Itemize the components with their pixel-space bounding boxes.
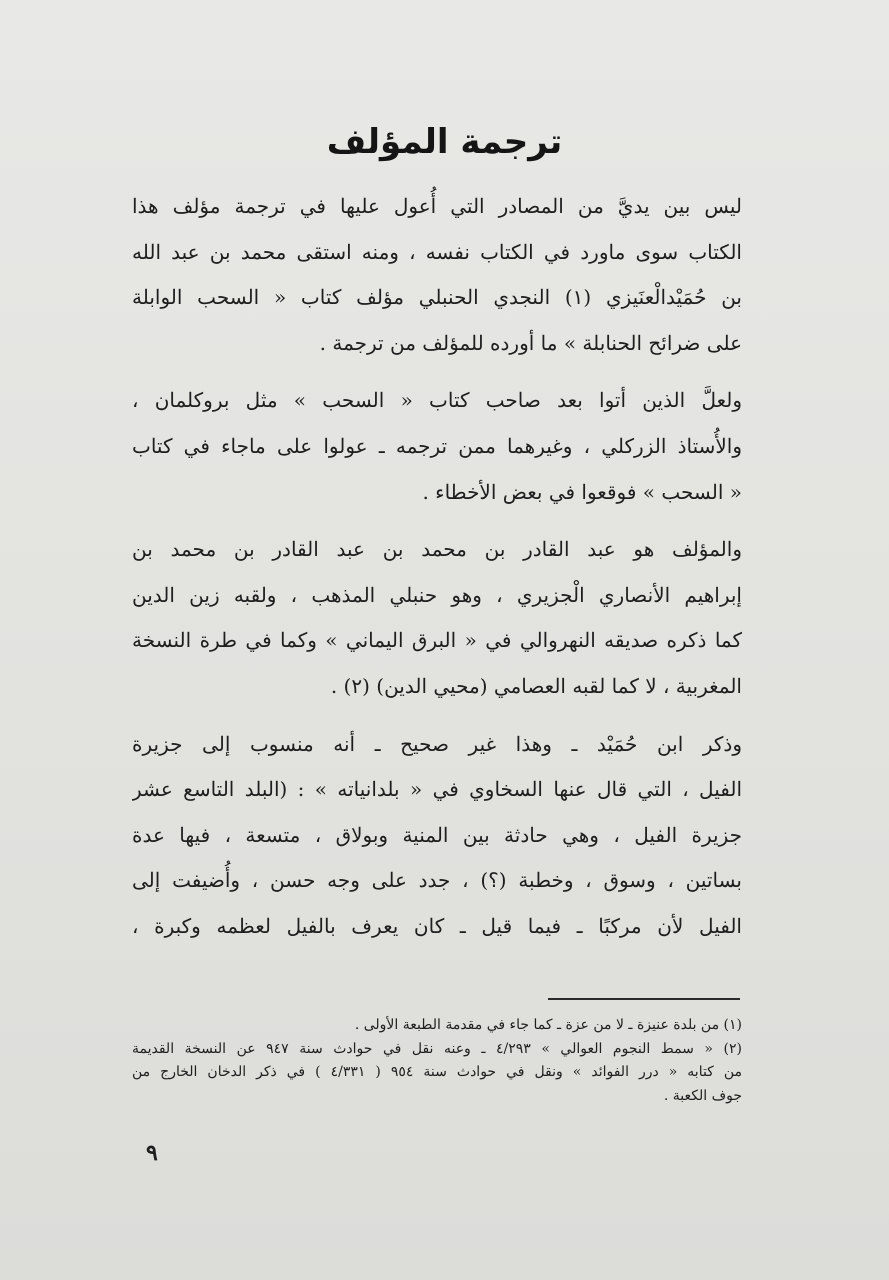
text-line: المغربية ، لا كما لقبه العصامي (محيي الدين) (٢) . xyxy=(330,673,742,698)
text-line: الكتاب سوى ماورد في الكتاب نفسه ، ومنه استقى محمد بن عبد الله xyxy=(132,239,742,264)
text-line: على ضرائح الحنابلة » ما أورده للمؤلف من ترجمة . xyxy=(319,330,742,355)
footnote-line: من كتابه « درر الفوائد » ونقل في حوادث سنة ٩٥٤ ( ٤/٣٣١ ) في ذكر الدخان الخارج من xyxy=(132,1064,742,1080)
text-line: إبراهيم الأنصاري الْجزيري ، وهو حنبلي المذهب ، ولقبه زين الدين xyxy=(132,582,742,607)
chapter-title: ترجمة المؤلف xyxy=(326,122,563,162)
footnote-line: (٢) « سمط النجوم العوالي » ٤/٢٩٣ ـ وعنه نقل في حوادث سنة ٩٤٧ عن النسخة القديمة xyxy=(132,1040,742,1057)
text-line: وذكر ابن حُمَيْد ـ وهذا غير صحيح ـ أنه منسوب إلى جزيرة xyxy=(132,731,742,756)
text-line: كما ذكره صديقه النهروالي في « البرق اليماني » وكما في طرة النسخة xyxy=(132,628,742,653)
paragraph-gap xyxy=(132,366,742,378)
footnote-line: (١) من بلدة عنيزة ـ لا من عزة ـ كما جاء في مقدمة الطبعة الأولى . xyxy=(354,1017,742,1033)
text-line: ليس بين يديَّ من المصادر التي أُعول عليها في ترجمة مؤلف هذا xyxy=(132,194,742,218)
text-line: جزيرة الفيل ، وهي حادثة بين المنية وبولاق ، متسعة ، فيها عدة xyxy=(132,822,742,847)
text-line: بساتين ، وسوق ، وخطبة (؟) ، جدد على وجه حسن ، وأُضيفت إلى xyxy=(132,868,742,893)
paragraph-gap xyxy=(132,515,742,527)
text-line: بن حُمَيْدالْعنَيزي (١) النجدي الحنبلي مؤلف كتاب « السحب الوابلة xyxy=(132,285,742,310)
text-line: ولعلَّ الذين أتوا بعد صاحب كتاب « السحب » مثل بروكلمان ، xyxy=(132,388,742,413)
text-line: الفيل ، التي قال عنها السخاوي في « بلدانياته » : (البلد التاسع عشر xyxy=(132,777,742,802)
page-number: ٩ xyxy=(146,1140,158,1166)
text-line: والأُستاذ الزركلي ، وغيرهما ممن ترجمه ـ عولوا على ماجاء في كتاب xyxy=(132,433,742,458)
footnote-line: جوف الكعبة . xyxy=(663,1087,742,1104)
footnotes xyxy=(132,1014,742,1108)
paragraph-gap xyxy=(132,710,742,722)
text-line: « السحب » فوقعوا في بعض الأخطاء . xyxy=(422,479,742,504)
text-line: والمؤلف هو عبد القادر بن محمد بن عبد القادر بن محمد بن xyxy=(132,537,742,562)
main-text xyxy=(132,184,742,950)
text-line: الفيل لأن مركبًا ـ فيما قيل ـ كان يعرف بالفيل لعظمه وكبرة ، xyxy=(132,913,742,938)
footnote-divider xyxy=(548,998,740,1000)
